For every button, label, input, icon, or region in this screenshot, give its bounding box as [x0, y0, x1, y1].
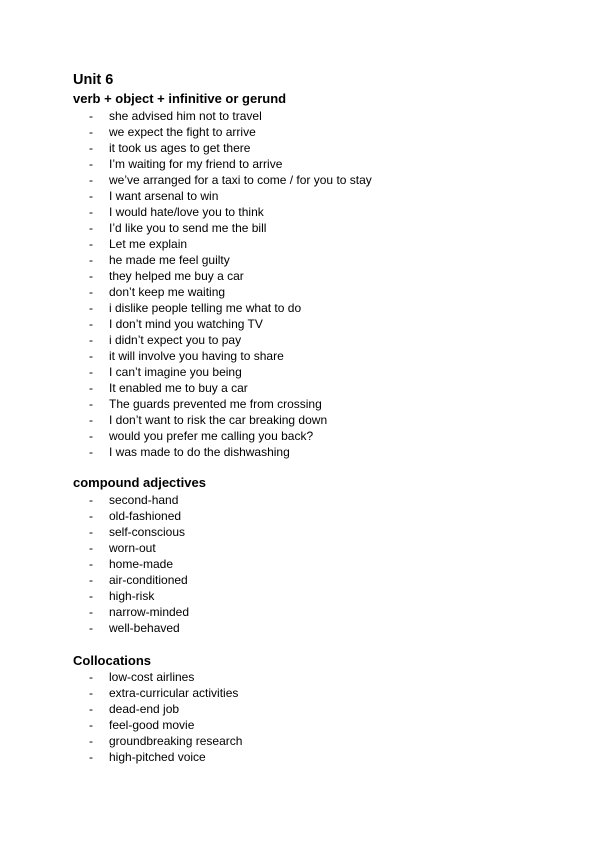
list-item-text: we’ve arranged for a taxi to come / for you to stay: [109, 173, 372, 187]
list-item-text: low-cost airlines: [109, 670, 195, 684]
dash-bullet: -: [89, 365, 93, 379]
dash-bullet: -: [89, 109, 93, 123]
list-item-text: i dislike people telling me what to do: [109, 301, 302, 315]
dash-bullet: -: [89, 173, 93, 187]
dash-bullet: -: [89, 557, 93, 571]
dash-bullet: -: [89, 205, 93, 219]
dash-bullet: -: [89, 317, 93, 331]
unit-title: Unit 6: [73, 72, 114, 88]
dash-bullet: -: [89, 429, 93, 443]
section-heading-verb-object: verb + object + infinitive or gerund: [73, 91, 287, 106]
dash-bullet: -: [89, 750, 93, 764]
list-item-text: they helped me buy a car: [109, 269, 244, 283]
list-item-text: dead-end job: [109, 702, 180, 716]
section-heading-collocations: Collocations: [73, 653, 152, 668]
dash-bullet: -: [89, 702, 93, 716]
list-item-text: i didn’t expect you to pay: [109, 333, 242, 347]
dash-bullet: -: [89, 589, 93, 603]
dash-bullet: -: [89, 157, 93, 171]
list-item-text: don’t keep me waiting: [109, 285, 226, 299]
dash-bullet: -: [89, 237, 93, 251]
dash-bullet: -: [89, 573, 93, 587]
list-item-text: home-made: [109, 557, 174, 571]
dash-bullet: -: [89, 686, 93, 700]
list-item-text: I don’t mind you watching TV: [109, 317, 263, 331]
dash-bullet: -: [89, 621, 93, 635]
list-item-text: I don’t want to risk the car breaking down: [109, 413, 328, 427]
dash-bullet: -: [89, 734, 93, 748]
list-item-text: air-conditioned: [109, 573, 188, 587]
list-item-text: old-fashioned: [109, 509, 182, 523]
section-heading-compound-adjectives: compound adjectives: [73, 475, 206, 490]
list-item-text: It enabled me to buy a car: [109, 381, 248, 395]
dash-bullet: -: [89, 301, 93, 315]
list-item-text: we expect the fight to arrive: [109, 125, 256, 139]
dash-bullet: -: [89, 381, 93, 395]
dash-bullet: -: [89, 413, 93, 427]
dash-bullet: -: [89, 269, 93, 283]
list-item-text: Let me explain: [109, 237, 188, 251]
list-item-text: well-behaved: [109, 621, 180, 635]
list-item-text: I was made to do the dishwashing: [109, 445, 290, 459]
list-item-text: narrow-minded: [109, 605, 190, 619]
list-item-text: second-hand: [109, 493, 179, 507]
list-item-text: groundbreaking research: [109, 734, 243, 748]
list-item-text: would you prefer me calling you back?: [109, 429, 314, 443]
list-item-text: worn-out: [109, 541, 156, 555]
list-item-text: high-risk: [109, 589, 155, 603]
list-item-text: self-conscious: [109, 525, 186, 539]
list-item-text: I want arsenal to win: [109, 189, 219, 203]
dash-bullet: -: [89, 541, 93, 555]
list-item-text: she advised him not to travel: [109, 109, 262, 123]
list-item-text: he made me feel guilty: [109, 253, 230, 267]
list-item-text: extra-curricular activities: [109, 686, 239, 700]
dash-bullet: -: [89, 509, 93, 523]
dash-bullet: -: [89, 285, 93, 299]
list-item-text: it will involve you having to share: [109, 349, 284, 363]
dash-bullet: -: [89, 253, 93, 267]
list-item-text: it took us ages to get there: [109, 141, 251, 155]
list-item-text: I would hate/love you to think: [109, 205, 264, 219]
dash-bullet: -: [89, 125, 93, 139]
dash-bullet: -: [89, 605, 93, 619]
dash-bullet: -: [89, 397, 93, 411]
dash-bullet: -: [89, 670, 93, 684]
list-item-text: feel-good movie: [109, 718, 195, 732]
dash-bullet: -: [89, 333, 93, 347]
dash-bullet: -: [89, 141, 93, 155]
dash-bullet: -: [89, 718, 93, 732]
dash-bullet: -: [89, 445, 93, 459]
list-item-text: I can’t imagine you being: [109, 365, 242, 379]
list-item-text: I’d like you to send me the bill: [109, 221, 267, 235]
dash-bullet: -: [89, 189, 93, 203]
dash-bullet: -: [89, 349, 93, 363]
list-item-text: The guards prevented me from crossing: [109, 397, 322, 411]
dash-bullet: -: [89, 493, 93, 507]
dash-bullet: -: [89, 525, 93, 539]
list-item-text: high-pitched voice: [109, 750, 206, 764]
dash-bullet: -: [89, 221, 93, 235]
list-item-text: I’m waiting for my friend to arrive: [109, 157, 283, 171]
